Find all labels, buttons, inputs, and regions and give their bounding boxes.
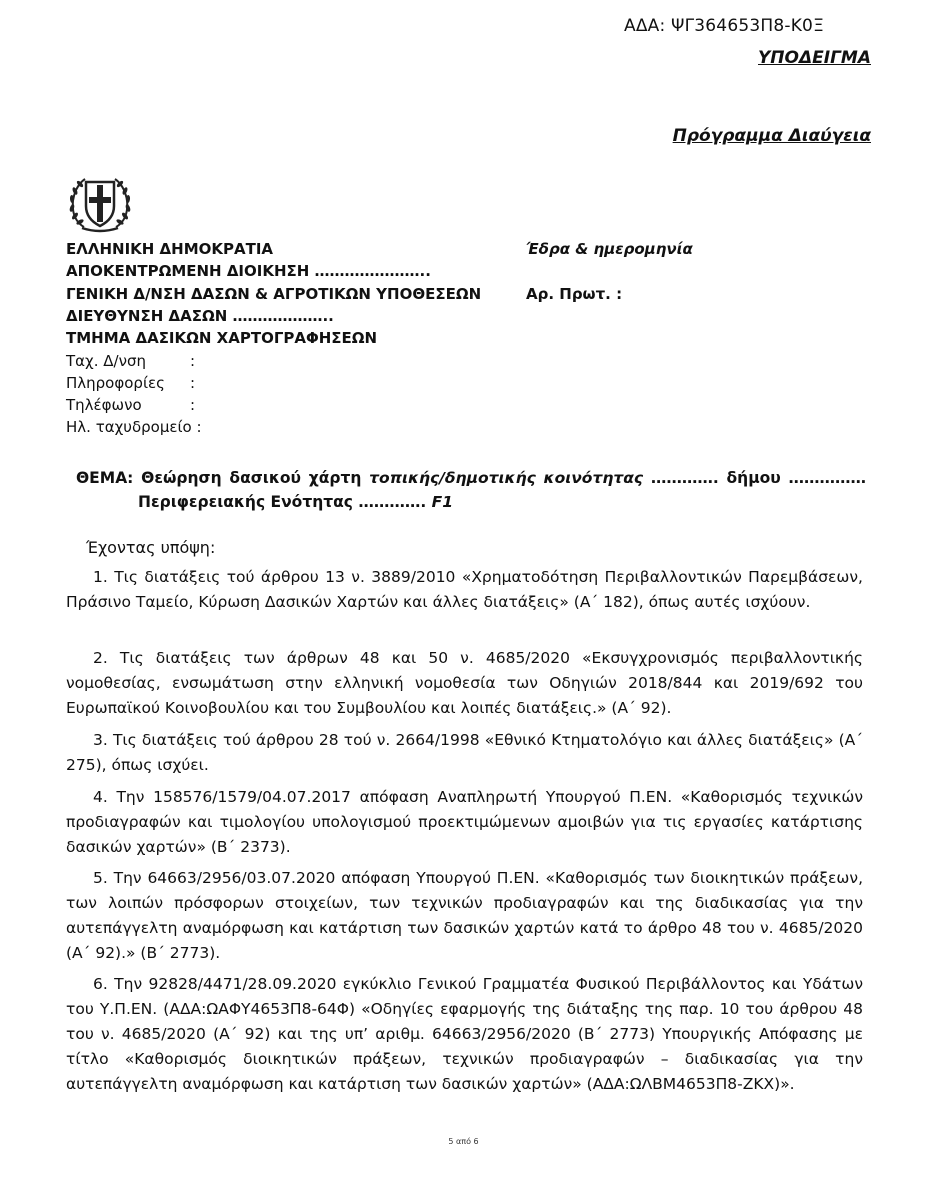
- subject-text-1: Θεώρηση δασικού χάρτη: [141, 469, 362, 487]
- intro-text: Έχοντας υπόψη:: [86, 538, 216, 557]
- program-label: Πρόγραμμα Διαύγεια: [672, 126, 871, 146]
- ada-code: ΑΔΑ: ΨΓ364653Π8-Κ0Ξ: [624, 16, 825, 36]
- contact-info: [66, 374, 196, 392]
- protocol-number-label: Αρ. Πρωτ. :: [526, 285, 623, 303]
- seat-date-label: Έδρα & ημερομηνία: [526, 240, 693, 258]
- template-label: ΥΠΟΔΕΙΓΜΑ: [758, 48, 871, 68]
- sender-decentralized-administration: ΑΠΟΚΕΝΤΡΩΜΕΝΗ ΔΙΟΙΚΗΣΗ …………………..: [66, 262, 431, 280]
- info-label: Πληροφορίες: [66, 374, 165, 392]
- subject-text-3: …………. δήμου ……………: [650, 469, 866, 487]
- email-label: Ηλ. ταχυδρομείο :: [66, 418, 202, 436]
- paragraph-4: 4. Την 158576/1579/04.07.2017 απόφαση Αναπληρωτή Υπουργού Π.ΕΝ. «Καθορισμός τεχνικών προδιαγραφών και τιμολογίου υπολογισμού προεκτιμώμενων αμοιβών για τις εργασίες κατάρτισης δασικών χαρτών» (Β΄ 2373).: [66, 788, 863, 856]
- paragraph-6: 6. Την 92828/4471/28.09.2020 εγκύκλιο Γενικού Γραμματέα Φυσικού Περιβάλλοντος και Υδάτων του Υ.Π.ΕΝ. (ΑΔΑ:ΩΑΦΥ4653Π8-64Φ) «Οδηγίες εφαρμογής της διάταξης της παρ. 10 του άρθρου 48 του ν. 4685/2020 (Α΄ 92) και της υπ’ αριθμ. 64663/2956/2020 (Β΄ 2773) Υπουργικής Απόφασης με τίτλο «Καθορισμός διοικητικών πράξεων, τεχνικών προδιαγραφών – διαδικασίας για την αυτεπάγγελτη αναμόρφωση και κατάρτιση των δασικών χαρτών» (ΑΔΑ:ΩΛΒΜ4653Π8-ΖΚΧ)».: [66, 975, 863, 1093]
- paragraph-5: 5. Την 64663/2956/03.07.2020 απόφαση Υπουργού Π.ΕΝ. «Καθορισμός των διοικητικών πράξεων, των λοιπών πρόσφορων στοιχείων, των τεχνικών προδιαγραφών και της διαδικασίας για την αυτεπάγγελτη αναμόρφωση και κατάρτιση των δασικών χαρτών κατά το άρθρο 48 του ν. 4685/2020 (Α΄ 92).» (Β΄ 2773).: [66, 869, 863, 962]
- contact-email: [66, 418, 202, 436]
- page-number: 5 από 6: [448, 1137, 479, 1146]
- contact-phone: [66, 396, 196, 414]
- subject-code: F1: [431, 493, 454, 511]
- sender-forest-directorate: ΔΙΕΥΘΥΝΣΗ ΔΑΣΩΝ ………………..: [66, 307, 334, 325]
- contact-address: [66, 352, 196, 370]
- paragraph-3: 3. Τις διατάξεις τού άρθρου 28 τού ν. 2664/1998 «Εθνικό Κτηματολόγιο και άλλες διατάξεις» (Α΄ 275), όπως ισχύει.: [66, 731, 863, 774]
- sender-department: ΤΜΗΜΑ ΔΑΣΙΚΩΝ ΧΑΡΤΟΓΡΑΦΗΣΕΩΝ: [66, 329, 378, 347]
- address-colon: :: [190, 352, 196, 370]
- greek-coat-of-arms-emblem: [66, 172, 134, 234]
- subject-region: Περιφερειακής Ενότητας ………….: [138, 493, 427, 511]
- paragraph-1: 1. Τις διατάξεις τού άρθρου 13 ν. 3889/2010 «Χρηματοδότηση Περιβαλλοντικών Παρεμβάσεων, Πράσινο Ταμείο, Κύρωση Δασικών Χαρτών και άλλες διατάξεις» (Α΄ 182), όπως αυτές ισχύουν.: [66, 568, 863, 611]
- sender-republic: ΕΛΛΗΝΙΚΗ ΔΗΜΟΚΡΑΤΙΑ: [66, 240, 274, 258]
- sender-general-directorate: ΓΕΝΙΚΗ Δ/ΝΣΗ ΔΑΣΩΝ & ΑΓΡΟΤΙΚΩΝ ΥΠΟΘΕΣΕΩΝ: [66, 285, 482, 303]
- address-label: Ταχ. Δ/νση: [66, 352, 146, 370]
- subject-text-italic: τοπικής/δημοτικής κοινότητας: [369, 469, 644, 487]
- paragraph-2: 2. Τις διατάξεις των άρθρων 48 και 50 ν. 4685/2020 «Εκσυγχρονισμός περιβαλλοντικής νομοθεσίας, ενσωμάτωση στην ελληνική νομοθεσία των Οδηγιών 2018/844 και 2019/692 του Ευρωπαϊκού Κοινοβουλίου και του Συμβουλίου και λοιπές διατάξεις.» (Α΄ 92).: [66, 649, 863, 717]
- phone-label: Τηλέφωνο: [66, 396, 142, 414]
- info-colon: :: [190, 374, 196, 392]
- subject-label: ΘΕΜΑ:: [76, 469, 134, 487]
- subject-line-2: [138, 490, 453, 514]
- phone-colon: :: [190, 396, 196, 414]
- subject-line-1: [76, 466, 866, 490]
